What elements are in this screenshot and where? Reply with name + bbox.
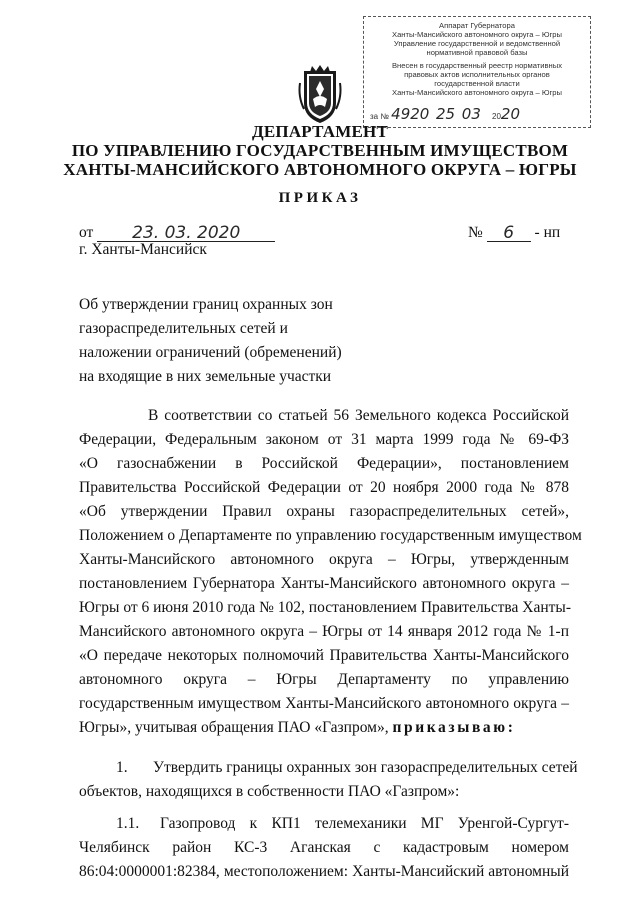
title-line: наложении ограничений (обременений) [79,344,342,361]
body-line: автономного округа – Югры Департаменту по управлению [79,671,569,688]
department-title-line2: ПО УПРАВЛЕНИЮ ГОСУДАРСТВЕННЫМ ИМУЩЕСТВОМ [71,141,569,160]
body-last-text: Югры», учитывая обращения ПАО «Газпром», [79,719,393,736]
date-value: 23. 03. 2020 [132,223,241,243]
stamp-registration [370,105,586,123]
stamp-line: Ханты-Мансийского автономного округа – Югры [392,30,562,39]
stamp-line: нормативной правовой базы [426,48,528,57]
stamp-reg-prefix: за № [370,112,389,121]
title-line: газораспределительных сетей и [79,320,288,337]
body-line: Положением о Департаменте по управлению государственным имуществом [79,527,582,544]
number-field [487,224,531,242]
body-line: постановлением Губернатора Ханты-Мансийского автономного округа – [79,575,569,592]
stamp-line: государственной власти [434,79,520,88]
item-number: 1. [116,759,128,776]
item-text: Газопровод к КП1 телемеханики МГ Уренгой-Сургут- [160,815,569,832]
stamp-line: Ханты-Мансийского автономного округа – Югры [392,88,562,97]
number-value: 6 [503,223,515,243]
number-suffix: - нп [534,224,561,241]
order-date [79,224,275,242]
title-line: на входящие в них земельные участки [79,368,332,385]
item-number: 1.1. [116,815,140,832]
body-last-line [79,719,569,737]
number-prefix: № [468,224,483,241]
stamp-reg-year-prefix: 20 [492,112,501,121]
body-line: Ханты-Мансийского автономного округа – Югры, утвержденным [79,551,569,568]
stamp-reg-number: 4920 [391,105,430,123]
stamp-line: правовых актов исполнительных органов [404,70,550,79]
document-type: ПРИКАЗ [278,190,362,206]
stamp-reg-day: 25 [436,105,456,123]
stamp-line: Внесен в государственный реестр нормативных [391,61,563,70]
body-line: Правительства Российской Федерации от 20 ноября 2000 года № 878 [79,479,569,496]
date-field [97,224,275,242]
date-prefix: от [79,224,94,241]
coat-of-arms-emblem [296,63,344,125]
body-line: В соответствии со статьей 56 Земельного кодекса Российской [148,407,569,424]
department-title: ДЕПАРТАМЕНТ [251,122,389,141]
item-text: Челябинск район КС-3 Аганская с кадастровым номером [79,839,569,856]
title-line: Об утверждении границ охранных зон [79,296,333,313]
body-line: Югры от 6 июня 2010 года № 102, постановлением Правительства Ханты- [79,599,571,616]
body-line: «Об утверждении Правил охраны газораспределительных сетей», [79,503,569,520]
item-text: объектов, находящихся в собственности ПАО «Газпром»: [79,783,460,800]
department-title-line3: ХАНТЫ-МАНСИЙСКОГО АВТОНОМНОГО ОКРУГА – ЮГРЫ [63,160,577,179]
stamp-reg-year-suffix: 20 [500,105,520,123]
stamp-line: Аппарат Губернатора [439,21,515,30]
city: г. Ханты-Мансийск [79,241,207,258]
stamp-line: Управление государственной и ведомственной [393,39,561,48]
body-line: Мансийского автономного округа – Югры от 14 января 2012 года № 1-п [79,623,569,640]
body-line: «О передаче некоторых полномочий Правительства Ханты-Мансийского [79,647,569,664]
order-command: приказываю: [392,719,516,736]
item-text: Утвердить границы охранных зон газораспределительных сетей [153,759,578,776]
order-number [468,224,560,242]
body-line: Федерации, Федеральным законом от 31 марта 1999 года № 69-ФЗ [79,431,569,448]
body-line: государственным имуществом Ханты-Мансийского автономного округа – [79,695,569,712]
body-line: «О газоснабжении в Российской Федерации», постановлением [79,455,569,472]
item-text: 86:04:0000001:82384, местоположением: Ханты-Мансийский автономный [79,863,569,880]
registration-stamp [363,16,591,128]
stamp-reg-month: 03 [461,105,481,123]
